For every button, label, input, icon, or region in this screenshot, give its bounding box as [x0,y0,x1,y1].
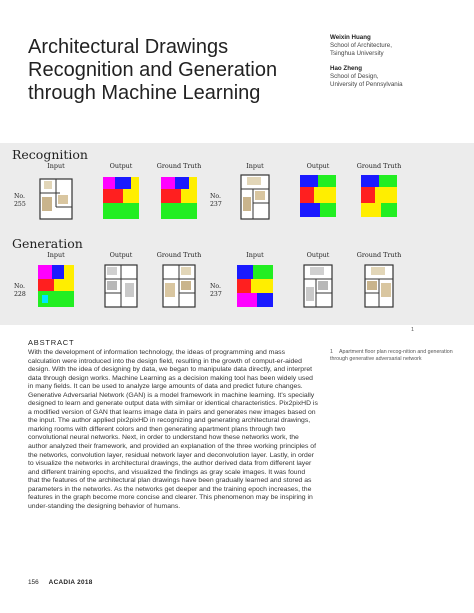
sample-number: 237 [210,200,222,208]
conference-name: ACADIA 2018 [48,579,93,586]
col-head-ground-truth: Ground Truth [356,251,402,259]
figure-1 [0,143,474,325]
plan-drawing [34,173,78,223]
author-name: Weixin Huang [330,34,371,41]
sample-label [14,193,26,208]
sample-number: 228 [14,290,26,298]
caption-text: Apartment floor plan recog-nition and generation through generative adversarial network [330,349,453,362]
figure-caption [330,349,458,362]
sample-no: No. [14,283,25,290]
abstract-heading: ABSTRACT [28,338,75,347]
sample-no: No. [14,193,25,200]
plan-ground-truth [157,261,201,311]
author-1 [330,34,470,58]
author-list [330,34,470,96]
section-label-recognition: Recognition [12,147,88,162]
col-head-output: Output [306,251,330,259]
plan-ground-truth [357,171,401,221]
plan-output [99,173,143,223]
caption-number: 1 [330,349,333,355]
col-head-ground-truth: Ground Truth [356,162,402,170]
col-head-output: Output [306,162,330,170]
author-affiliation: University of Pennsylvania [330,81,403,88]
col-head-input: Input [47,251,65,259]
col-head-input: Input [47,162,65,170]
plan-drawing [233,171,277,221]
sample-label [210,283,222,298]
abstract-body: With the development of information technology, the ideas of programming and mass calculation were introduced into the design field, resulting in the growth of comput-er-aided design. With the idea of designing by data, we began to manipulate data directly, and interpret data through design works. Machine Learning as a decision making tool has been widely used in many fields. It can be used to analyze large amounts of data and predict future changes. Generative Adversarial Network (GAN) is a model framework in machine learning. It's specially designed to learn and generate output data with similar or identical characteristics. Pix2pixHD is a modified version of GAN that learns image data in pairs and generates new images based on the input. The author applied pix2pixHD in recognizing and generating architectural drawings, marking rooms with different colors and then generating apartment plans through two convolutional neural networks. Next, in order to understand how these networks work, the author analyzed their framework, and provided an explanation of the three working principles of the networks, convolution layer, residual network layer and deconvolution layer. Lastly, in order to visualize the networks in architectural drawings, the author derived data from different layer and different training epochs, and visualized the findings as gray scale images. It was found that the features of the architectural plan drawings have been gradually learned and stored as parameters in the networks. As the networks get deeper and the training epoch increases, the features in the graph become more concise and clearer. This phenomenon may be inspiring in under-standing the designing behavior of humans. [28,349,318,510]
plan-input-colormap [233,261,277,311]
paper-title: Architectural Drawings Recognition and Generation through Machine Learning [28,36,278,104]
col-head-input: Input [246,251,264,259]
page-number: 156 [28,579,39,586]
sample-label [14,283,26,298]
sample-number: 237 [210,290,222,298]
sample-no: No. [210,283,221,290]
sample-number: 255 [14,200,26,208]
author-affiliation: School of Architecture, [330,42,392,49]
author-affiliation: Tsinghua University [330,50,384,57]
plan-output [296,171,340,221]
plan-ground-truth [157,173,201,223]
sample-no: No. [210,193,221,200]
section-label-generation: Generation [12,236,83,251]
plan-input-colormap [34,261,78,311]
plan-generated [296,261,340,311]
col-head-ground-truth: Ground Truth [156,251,202,259]
col-head-output: Output [109,251,133,259]
author-2 [330,65,470,89]
col-head-output: Output [109,162,133,170]
figure-number: 1 [411,327,415,333]
author-affiliation: School of Design, [330,73,379,80]
col-head-ground-truth: Ground Truth [156,162,202,170]
sample-label [210,193,222,208]
plan-generated [99,261,143,311]
page-footer [28,579,93,586]
plan-ground-truth [357,261,401,311]
col-head-input: Input [246,162,264,170]
author-name: Hao Zheng [330,65,362,72]
